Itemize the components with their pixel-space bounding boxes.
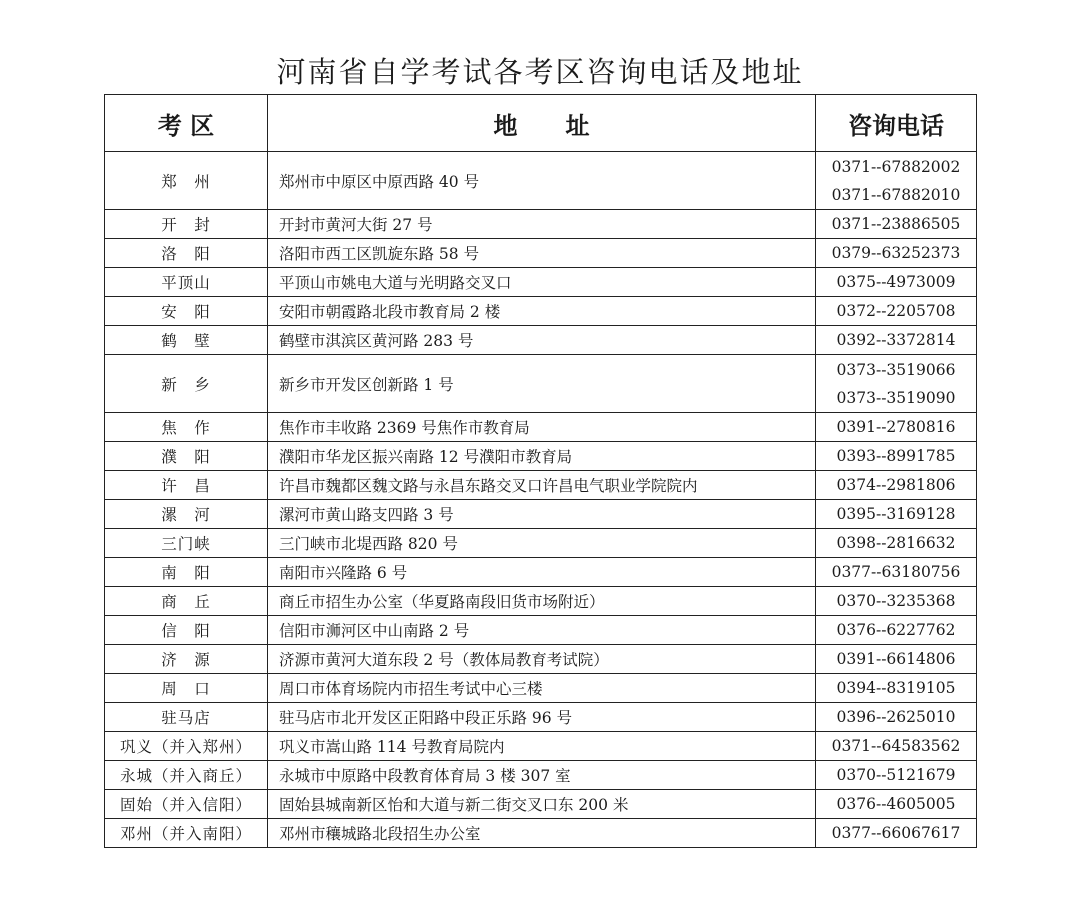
district-cell: 周 口 <box>105 674 268 703</box>
table-row <box>105 471 977 500</box>
district-cell: 信 阳 <box>105 616 268 645</box>
phone-number: 0394--8319105 <box>836 679 956 697</box>
table-row <box>105 297 977 326</box>
document-title: 河南省自学考试各考区咨询电话及地址 <box>276 55 804 89</box>
district-cell: 驻马店 <box>105 703 268 732</box>
phone-cell <box>816 645 977 674</box>
phone-cell <box>816 790 977 819</box>
phone-cell <box>816 268 977 297</box>
phone-cell <box>816 732 977 761</box>
phone-number: 0376--4605005 <box>836 795 956 813</box>
district-cell: 开 封 <box>105 210 268 239</box>
phone-number: 0370--3235368 <box>836 592 956 610</box>
phone-cell <box>816 239 977 268</box>
address-cell: 商丘市招生办公室（华夏路南段旧货市场附近） <box>268 587 816 616</box>
phone-cell <box>816 500 977 529</box>
phone-number: 0373--3519066 <box>836 360 956 379</box>
phone-cell <box>816 210 977 239</box>
table-row <box>105 268 977 297</box>
phone-number: 0371--23886505 <box>831 215 961 233</box>
phone-number: 0370--5121679 <box>836 766 956 784</box>
table-row <box>105 703 977 732</box>
district-cell: 濮 阳 <box>105 442 268 471</box>
address-cell: 驻马店市北开发区正阳路中段正乐路 96 号 <box>268 703 816 732</box>
phone-number: 0377--66067617 <box>831 824 961 842</box>
phone-cell <box>816 471 977 500</box>
table-row <box>105 413 977 442</box>
table-row <box>105 326 977 355</box>
address-cell: 许昌市魏都区魏文路与永昌东路交叉口许昌电气职业学院院内 <box>268 471 816 500</box>
address-cell: 漯河市黄山路支四路 3 号 <box>268 500 816 529</box>
table-row <box>105 819 977 848</box>
phone-number: 0374--2981806 <box>836 476 956 494</box>
table-row <box>105 442 977 471</box>
table-body <box>105 152 977 848</box>
phone-number: 0391--2780816 <box>836 418 956 436</box>
district-cell: 鹤 壁 <box>105 326 268 355</box>
district-cell: 南 阳 <box>105 558 268 587</box>
phone-number: 0392--3372814 <box>836 331 956 349</box>
table-row <box>105 732 977 761</box>
district-cell: 洛 阳 <box>105 239 268 268</box>
address-cell: 平顶山市姚电大道与光明路交叉口 <box>268 268 816 297</box>
phone-cell <box>816 297 977 326</box>
phone-number: 0391--6614806 <box>836 650 956 668</box>
table-row <box>105 616 977 645</box>
table-header-row <box>105 95 977 152</box>
phone-cell <box>816 558 977 587</box>
address-cell: 三门峡市北堤西路 820 号 <box>268 529 816 558</box>
phone-cell <box>816 674 977 703</box>
table-row <box>105 210 977 239</box>
phone-cell <box>816 355 977 413</box>
phone-cell <box>816 616 977 645</box>
district-cell: 许 昌 <box>105 471 268 500</box>
address-cell: 济源市黄河大道东段 2 号（教体局教育考试院） <box>268 645 816 674</box>
address-cell: 新乡市开发区创新路 1 号 <box>268 355 816 413</box>
district-cell: 焦 作 <box>105 413 268 442</box>
district-cell: 济 源 <box>105 645 268 674</box>
phone-cell <box>816 442 977 471</box>
phone-cell <box>816 703 977 732</box>
phone-number: 0375--4973009 <box>836 273 956 291</box>
phone-cell <box>816 326 977 355</box>
district-cell: 商 丘 <box>105 587 268 616</box>
table-row <box>105 587 977 616</box>
address-cell: 鹤壁市淇滨区黄河路 283 号 <box>268 326 816 355</box>
district-cell: 新 乡 <box>105 355 268 413</box>
table-row <box>105 239 977 268</box>
table-row <box>105 355 977 413</box>
header-district: 考 区 <box>105 95 268 152</box>
table-row <box>105 558 977 587</box>
table-row <box>105 529 977 558</box>
table-row <box>105 152 977 210</box>
phone-number: 0372--2205708 <box>836 302 956 320</box>
header-phone: 咨询电话 <box>816 95 977 152</box>
address-cell: 焦作市丰收路 2369 号焦作市教育局 <box>268 413 816 442</box>
table-row <box>105 645 977 674</box>
phone-number: 0396--2625010 <box>836 708 956 726</box>
district-cell: 安 阳 <box>105 297 268 326</box>
table-row <box>105 500 977 529</box>
phone-cell <box>816 529 977 558</box>
table-row <box>105 761 977 790</box>
phone-cell <box>816 152 977 210</box>
district-cell: 漯 河 <box>105 500 268 529</box>
address-cell: 永城市中原路中段教育体育局 3 楼 307 室 <box>268 761 816 790</box>
district-cell: 邓州（并入南阳） <box>105 819 268 848</box>
phone-number: 0379--63252373 <box>831 244 961 262</box>
contact-table <box>104 94 977 848</box>
phone-number: 0377--63180756 <box>831 563 961 581</box>
phone-number: 0393--8991785 <box>836 447 956 465</box>
district-cell: 郑 州 <box>105 152 268 210</box>
address-cell: 洛阳市西工区凯旋东路 58 号 <box>268 239 816 268</box>
district-cell: 固始（并入信阳） <box>105 790 268 819</box>
phone-cell <box>816 819 977 848</box>
address-cell: 郑州市中原区中原西路 40 号 <box>268 152 816 210</box>
address-cell: 巩义市嵩山路 114 号教育局院内 <box>268 732 816 761</box>
phone-cell <box>816 413 977 442</box>
address-cell: 固始县城南新区怡和大道与新二街交叉口东 200 米 <box>268 790 816 819</box>
address-cell: 南阳市兴隆路 6 号 <box>268 558 816 587</box>
address-cell: 信阳市浉河区中山南路 2 号 <box>268 616 816 645</box>
address-cell: 邓州市穰城路北段招生办公室 <box>268 819 816 848</box>
district-cell: 巩义（并入郑州） <box>105 732 268 761</box>
phone-number: 0371--67882002 <box>831 157 961 176</box>
phone-number: 0376--6227762 <box>836 621 956 639</box>
phone-number: 0371--64583562 <box>831 737 961 755</box>
district-cell: 永城（并入商丘） <box>105 761 268 790</box>
address-cell: 周口市体育场院内市招生考试中心三楼 <box>268 674 816 703</box>
phone-number: 0371--67882010 <box>831 185 961 204</box>
address-cell: 濮阳市华龙区振兴南路 12 号濮阳市教育局 <box>268 442 816 471</box>
table-row <box>105 790 977 819</box>
address-cell: 开封市黄河大街 27 号 <box>268 210 816 239</box>
phone-number: 0398--2816632 <box>836 534 956 552</box>
phone-number: 0373--3519090 <box>836 388 956 407</box>
table-row <box>105 674 977 703</box>
district-cell: 三门峡 <box>105 529 268 558</box>
phone-cell <box>816 761 977 790</box>
phone-number: 0395--3169128 <box>836 505 956 523</box>
header-address: 地 址 <box>268 95 816 152</box>
address-cell: 安阳市朝霞路北段市教育局 2 楼 <box>268 297 816 326</box>
district-cell: 平顶山 <box>105 268 268 297</box>
phone-cell <box>816 587 977 616</box>
